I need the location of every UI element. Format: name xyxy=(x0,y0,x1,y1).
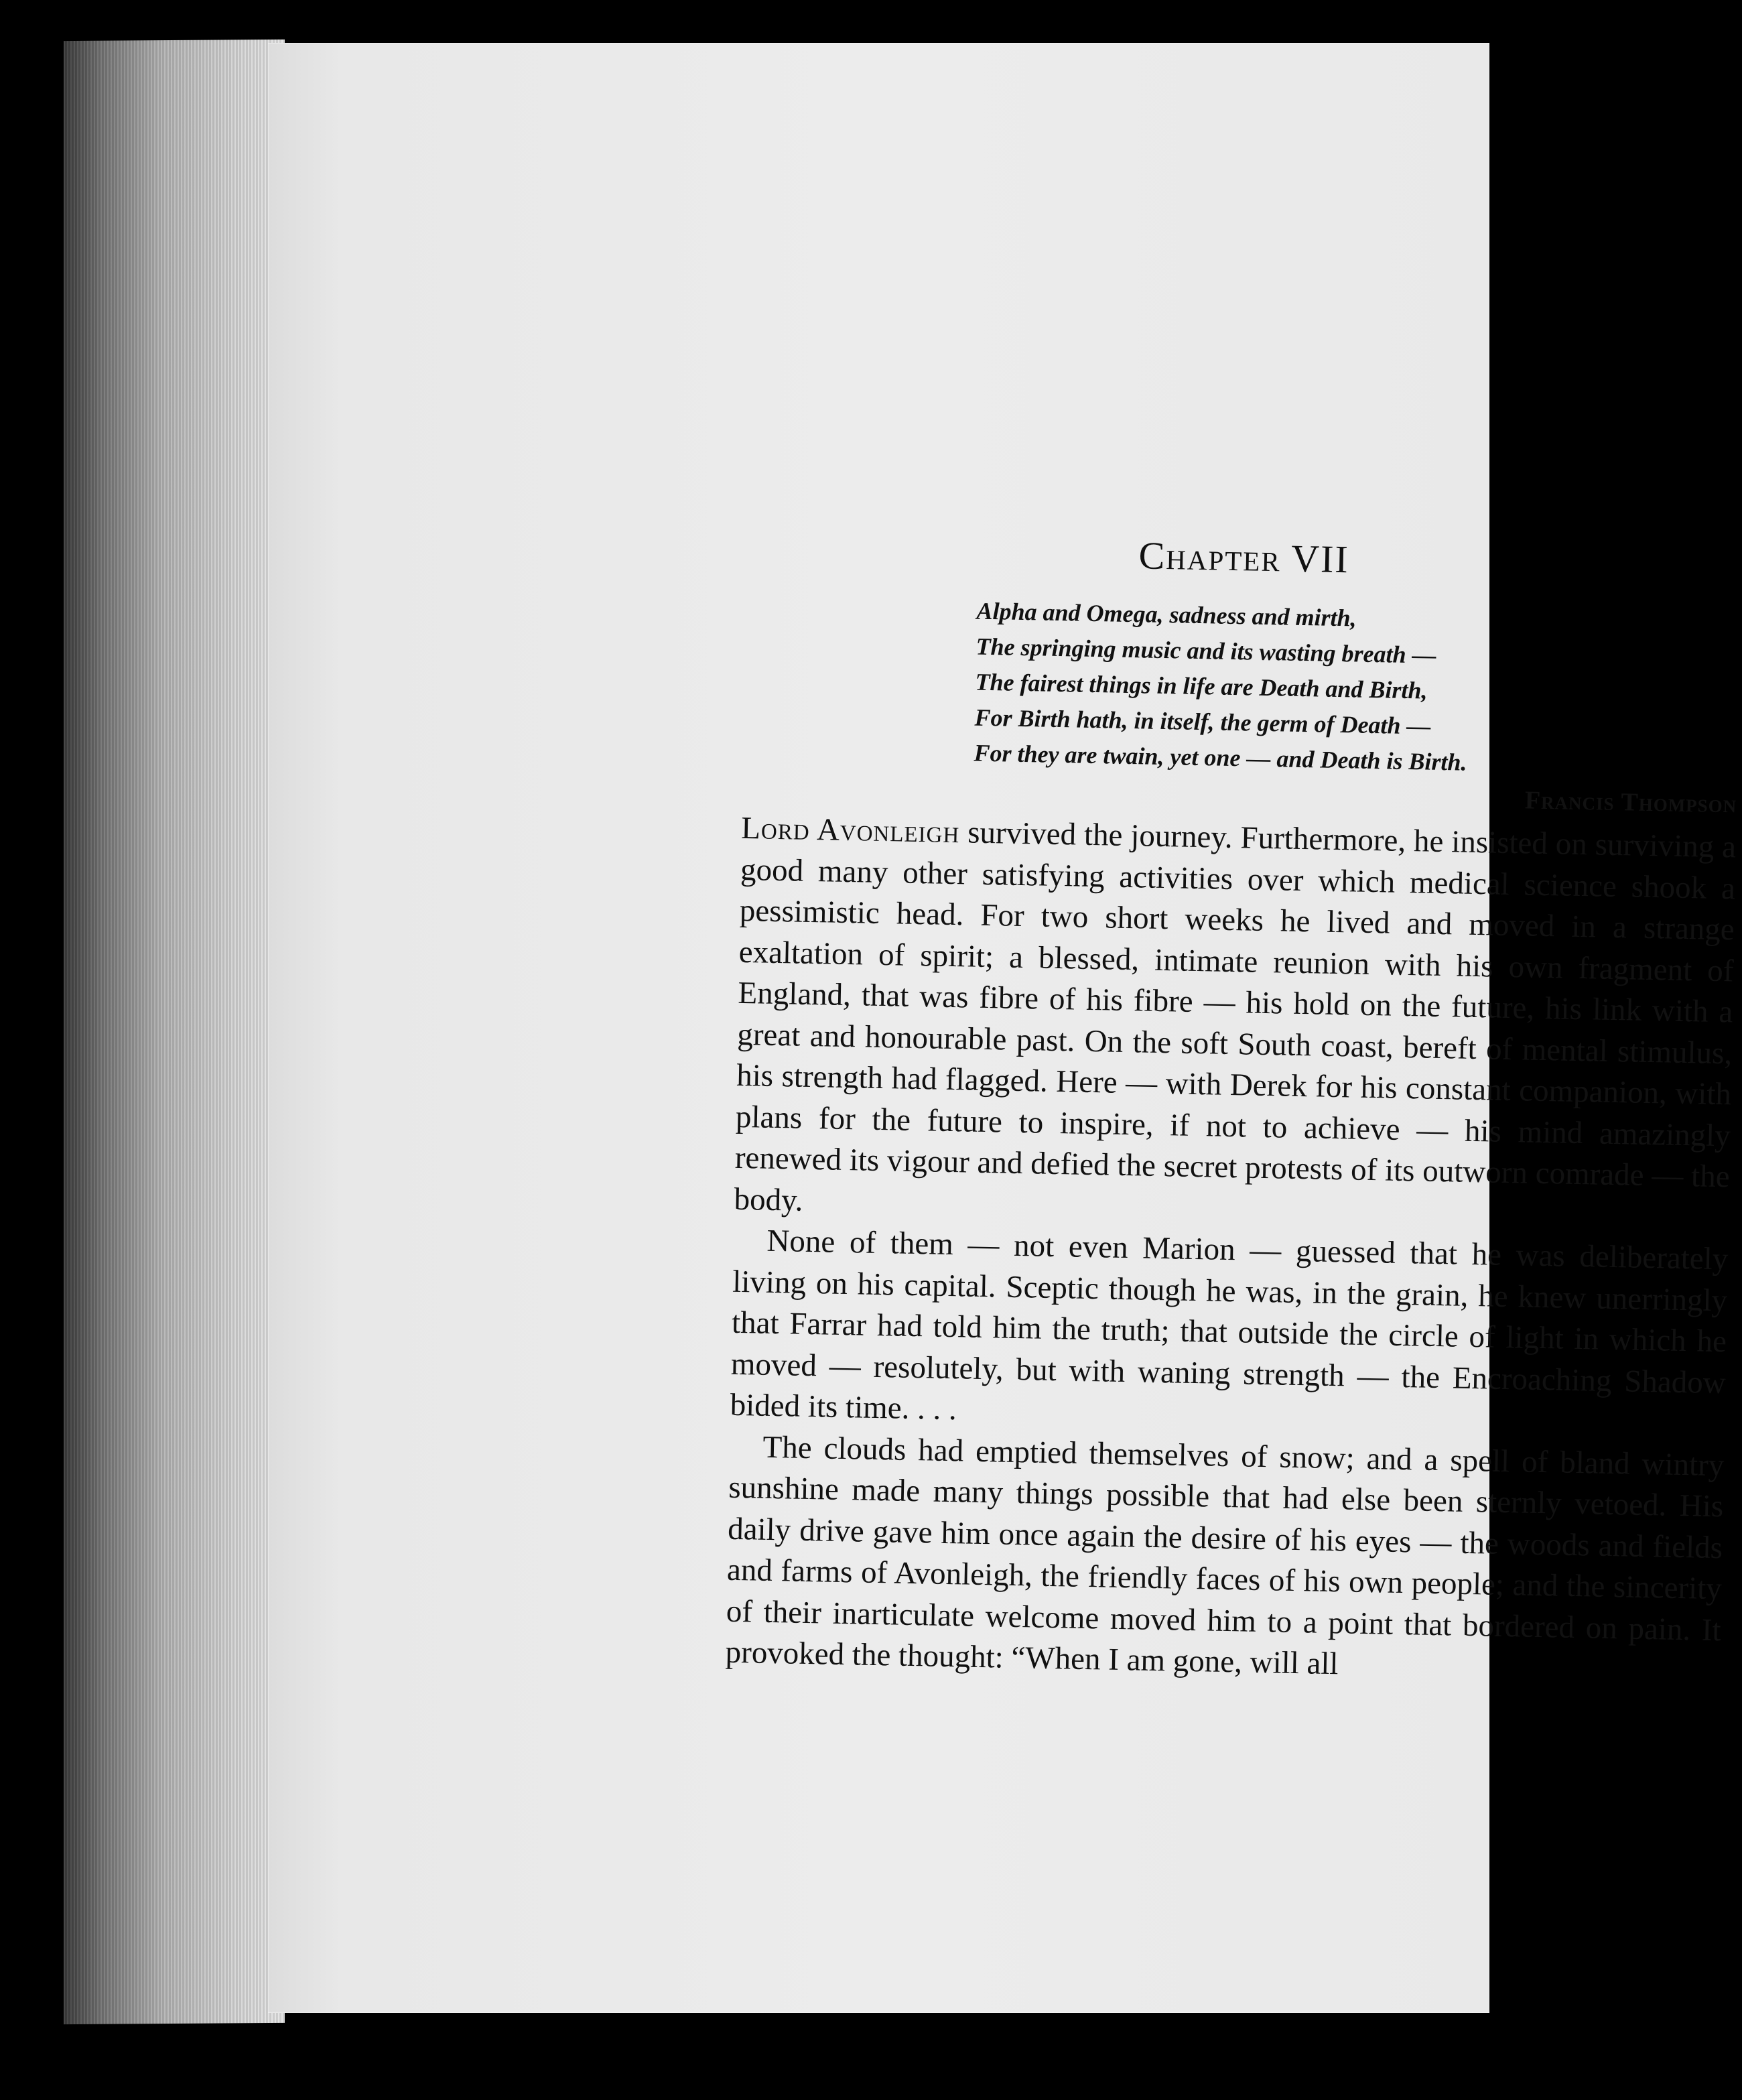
page-edges xyxy=(64,40,285,2024)
epigraph-line: The springing music and its wasting breath — xyxy=(976,633,1437,669)
epigraph-line: Alpha and Omega, sadness and mirth, xyxy=(976,597,1357,632)
epigraph-attribution: Francis Thompson xyxy=(1524,786,1737,819)
paragraph-text: survived the journey. Furthermore, he insisted on surviving a good many other satisfying activities over which medical science shook a pessimistic head. For two short weeks he lived and moved in a strange exaltation of spirit; a blessed, intimate reunion with his own fragment of England, that was fibre of his fibre — his hold on the future, his link with a great and honourable past. On the soft South coast, bereft of mental stimulus, his strength had flagged. Here — with Derek for his constant companion, with plans for the future to inspire, if not to achieve — his mind amazingly renewed its vigour and defied the secret protests of its outworn comrade — the body. xyxy=(734,815,1737,1218)
book-page xyxy=(268,43,1737,2013)
epigraph xyxy=(974,594,1734,786)
body-text xyxy=(725,808,1737,1693)
chapter-title: Chapter VII xyxy=(1138,533,1350,582)
epigraph-line: The fairest things in life are Death and Birth, xyxy=(975,668,1428,704)
paragraph: None of them — not even Marion — guessed that he was deliberately living on his capital. Sceptic though he was, in the grain, he knew unerringly that Farrar had told him the truth; that outside the circle of light in which he moved — resolutely, but with waning strength — the Encroaching Shadow bided its time. . . . xyxy=(730,1223,1729,1427)
epigraph-line: For they are twain, yet one — and Death is Birth. xyxy=(974,739,1467,776)
text-block xyxy=(725,525,1742,1693)
lead-words: Lord Avonleigh xyxy=(740,810,960,850)
paragraph xyxy=(734,808,1737,1239)
epigraph-line: For Birth hath, in itself, the germ of Death — xyxy=(974,704,1431,740)
paragraph: The clouds had emptied themselves of snow; and a spell of bland wintry sunshine made many things possible that had else been sternly vetoed. His daily drive gave him once again the desire of his eyes — the woods and fields and farms of Avonleigh, the friendly faces of his own people; and the sincerity of their inarticulate welcome moved him to a point that bordered on pain. It provoked the thought: “When I am gone, will all xyxy=(725,1429,1725,1682)
